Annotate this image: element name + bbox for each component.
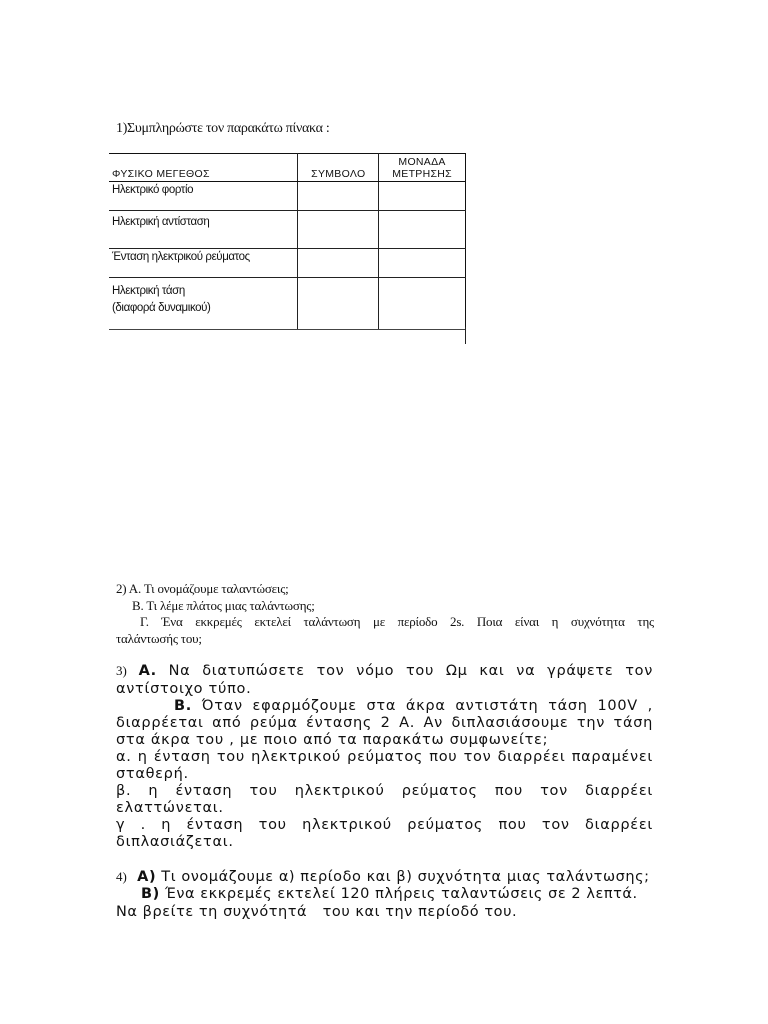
row-label: Ηλεκτρικό φορτίο	[109, 182, 298, 211]
quantities-table	[109, 153, 467, 330]
question-3a: 3) Α. Να διατυπώσετε τον νόμο του Ωμ και να γράψετε τον	[116, 663, 653, 679]
option-beta-continued: ελαττώνεται.	[116, 800, 224, 816]
table-row	[109, 211, 466, 249]
header-unit-line1: ΜΟΝΑΔΑ	[398, 156, 446, 168]
option-gamma-continued: διπλασιάζεται.	[116, 834, 234, 850]
header-symbol: ΣΥΜΒΟΛΟ	[298, 154, 379, 182]
question-3b-line3: στα άκρα του , με ποιο από τα παρακάτω συμφωνείτε;	[116, 732, 549, 748]
question-2c-continued: ταλάντωσής του;	[116, 631, 202, 646]
question-2c: Γ. Ένα εκκρεμές εκτελεί ταλάντωση με περίοδο 2s. Ποια είναι η συχνότητα της	[140, 614, 654, 629]
row-label: Ηλεκτρική τάση (διαφορά δυναμικού)	[109, 278, 298, 330]
question-4b-continued: Να βρείτε τη συχνότητά του και την περίοδό του.	[116, 904, 518, 920]
question-3a-continued: αντίστοιχο τύπο.	[116, 681, 252, 697]
row-label: Ηλεκτρική αντίσταση	[109, 211, 298, 249]
question-3b-label: Β.	[174, 698, 192, 714]
option-beta: β. η ένταση του ηλεκτρικού ρεύματος που τον διαρρέει	[116, 783, 653, 799]
header-physical-quantity: ΦΥΣΙΚΟ ΜΕΓΕΘΟΣ	[109, 154, 298, 182]
table-row	[109, 182, 466, 211]
table-border-tail	[465, 327, 466, 344]
question-1-title: 1)Συμπληρώστε τον παρακάτω πίνακα :	[116, 121, 330, 136]
question-3b: Β. Όταν εφαρμόζουμε στα άκρα αντιστάτη τάση 100V ,	[174, 698, 653, 714]
unit-cell[interactable]	[379, 182, 466, 211]
symbol-cell[interactable]	[298, 278, 379, 330]
option-alpha: α. η ένταση του ηλεκτρικού ρεύματος που τον διαρρέει παραμένει	[116, 749, 653, 765]
unit-cell[interactable]	[379, 211, 466, 249]
option-alpha-continued: σταθερή.	[116, 766, 189, 782]
question-4a-label: Α)	[137, 869, 157, 885]
question-4b: Β) Ένα εκκρεμές εκτελεί 120 πλήρεις ταλαντώσεις σε 2 λεπτά.	[141, 886, 638, 902]
question-4b-label: Β)	[141, 886, 160, 902]
question-2a: 2) Α. Τι ονομάζουμε ταλαντώσεις;	[116, 581, 289, 596]
question-3-number: 3)	[116, 663, 127, 678]
question-4a: 4) Α) Τι ονομάζουμε α) περίοδο και β) συχνότητα μιας ταλάντωσης;	[116, 869, 650, 885]
option-gamma: γ . η ένταση του ηλεκτρικού ρεύματος που τον διαρρέει	[116, 817, 653, 833]
header-unit-line2: ΜΕΤΡΗΣΗΣ	[392, 168, 452, 180]
question-2b: Β. Τι λέμε πλάτος μιας ταλάντωσης;	[132, 598, 315, 613]
table-row	[109, 278, 466, 330]
symbol-cell[interactable]	[298, 211, 379, 249]
row-label: Ένταση ηλεκτρικού ρεύματος	[109, 249, 298, 278]
header-unit	[379, 154, 466, 182]
unit-cell[interactable]	[379, 278, 466, 330]
question-4-number: 4)	[116, 869, 127, 884]
table-row	[109, 249, 466, 278]
question-3b-line2: διαρρέεται από ρεύμα έντασης 2 Α. Αν διπλασιάσουμε την τάση	[116, 715, 653, 731]
unit-cell[interactable]	[379, 249, 466, 278]
symbol-cell[interactable]	[298, 182, 379, 211]
symbol-cell[interactable]	[298, 249, 379, 278]
question-3a-label: Α.	[138, 663, 157, 679]
